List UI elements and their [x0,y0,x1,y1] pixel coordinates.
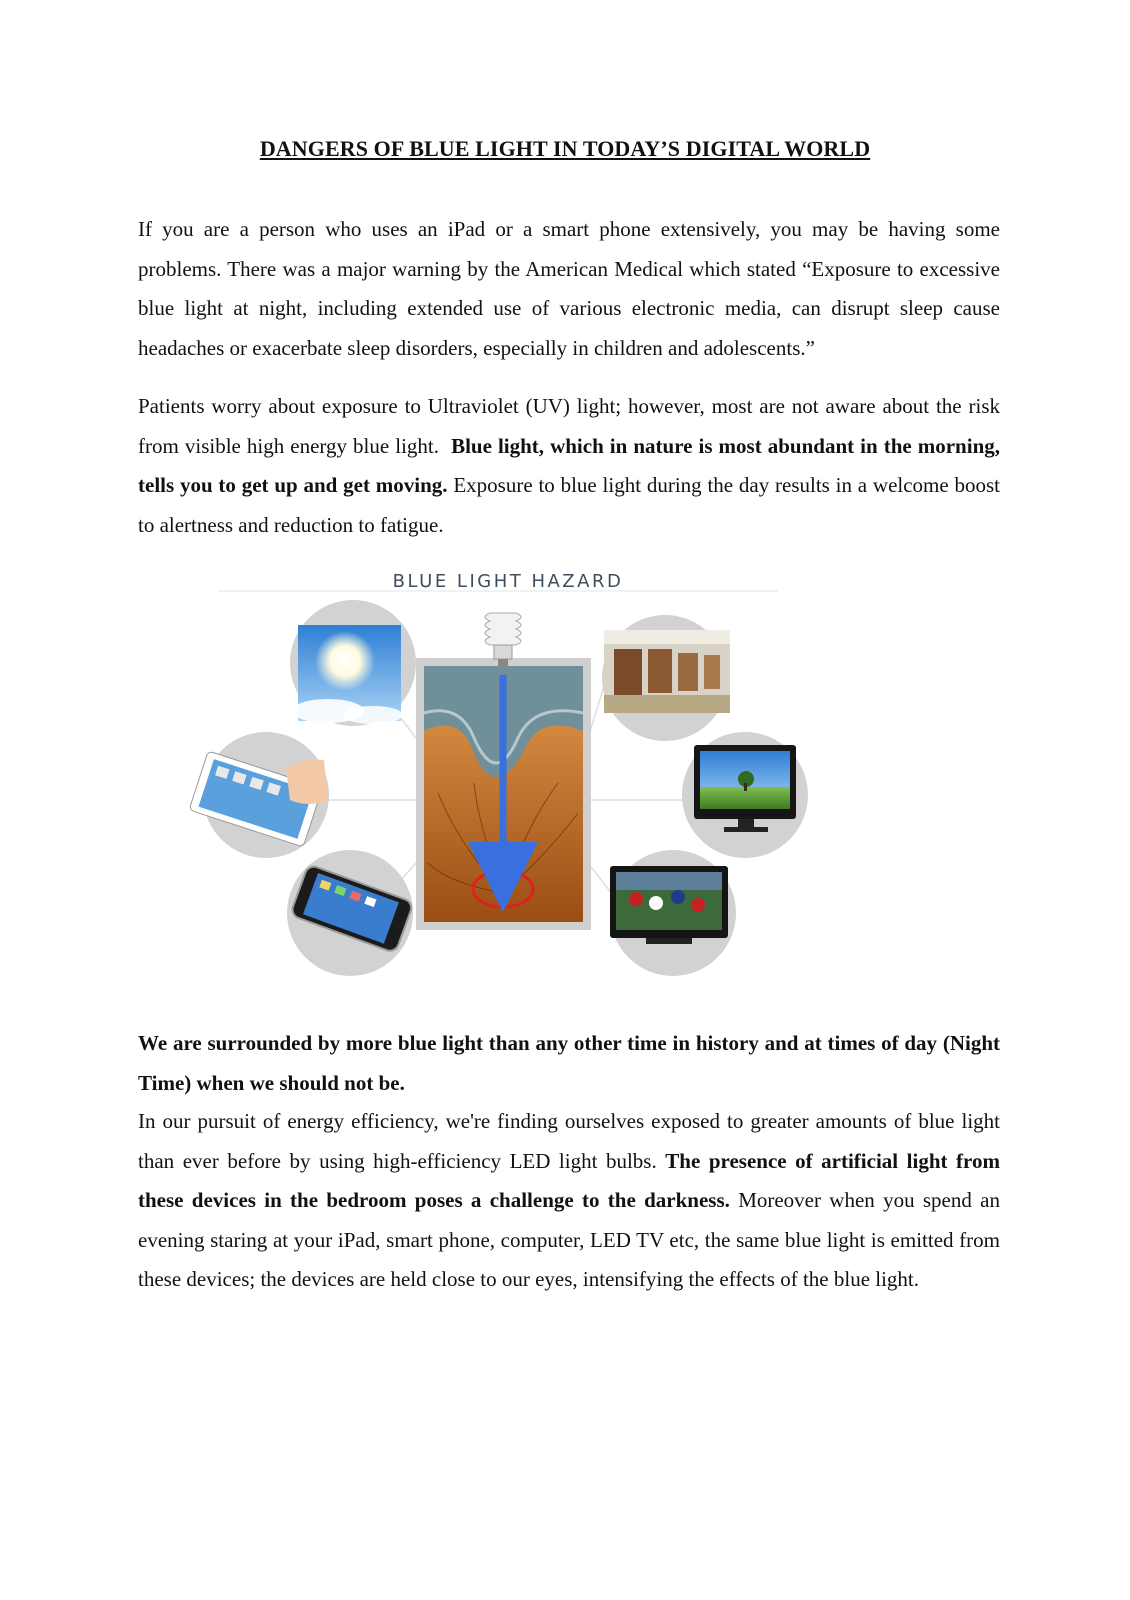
hazard-illustration [178,563,838,1003]
blue-light-hazard-figure [178,563,838,1003]
tv-icon [610,850,736,976]
uv-paragraph [138,387,1000,545]
surrounded-paragraph: We are surrounded by more blue light than any other time in history and at times of day (Night Time) when we should not be. [138,1031,1000,1095]
smartphone-icon [287,850,414,976]
tablet-icon [189,732,329,858]
energy-paragraph-tail: Moreover when you spend an evening staring at your iPad, smart phone, computer, LED TV etc, the same blue light is emitted from these devices; the devices are held close to our eyes, intensifying the effects of the blue light. [138,1188,1000,1292]
uv-paragraph-emphasis: Blue light, which in nature is most abundant in the morning, tells you to get up and get moving. [138,433,1000,498]
page-title: DANGERS OF BLUE LIGHT IN TODAY’S DIGITAL WORLD [259,136,871,161]
monitor-icon [682,732,808,858]
energy-paragraph [138,1102,1000,1300]
sun-icon [290,600,416,726]
energy-paragraph-text: In our pursuit of energy efficiency, we're finding ourselves exposed to greater amounts of blue light than ever before by using high-efficiency LED light bulbs. [138,1109,1000,1173]
figure-title: BLUE LIGHT HAZARD [392,571,624,592]
energy-paragraph-emphasis: The presence of artificial light from these devices in the bedroom poses a challenge to the darkness. [138,1148,1000,1213]
uv-paragraph-tail: Exposure to blue light during the day results in a welcome boost to alertness and reduction to fatigue. [138,473,1001,537]
uv-paragraph-text: Patients worry about exposure to Ultraviolet (UV) light; however, most are not aware about the risk from visible high energy blue light. [138,394,1000,458]
office-icon [602,615,730,741]
intro-paragraph: If you are a person who uses an iPad or a smart phone extensively, you may be having some problems. There was a major warning by the American Medical which stated “Exposure to excessive blue light at night, including extended use of various electronic media, can disrupt sleep cause headaches or exacerbate sleep disorders, especially in children and adolescents.” [138,217,1000,360]
